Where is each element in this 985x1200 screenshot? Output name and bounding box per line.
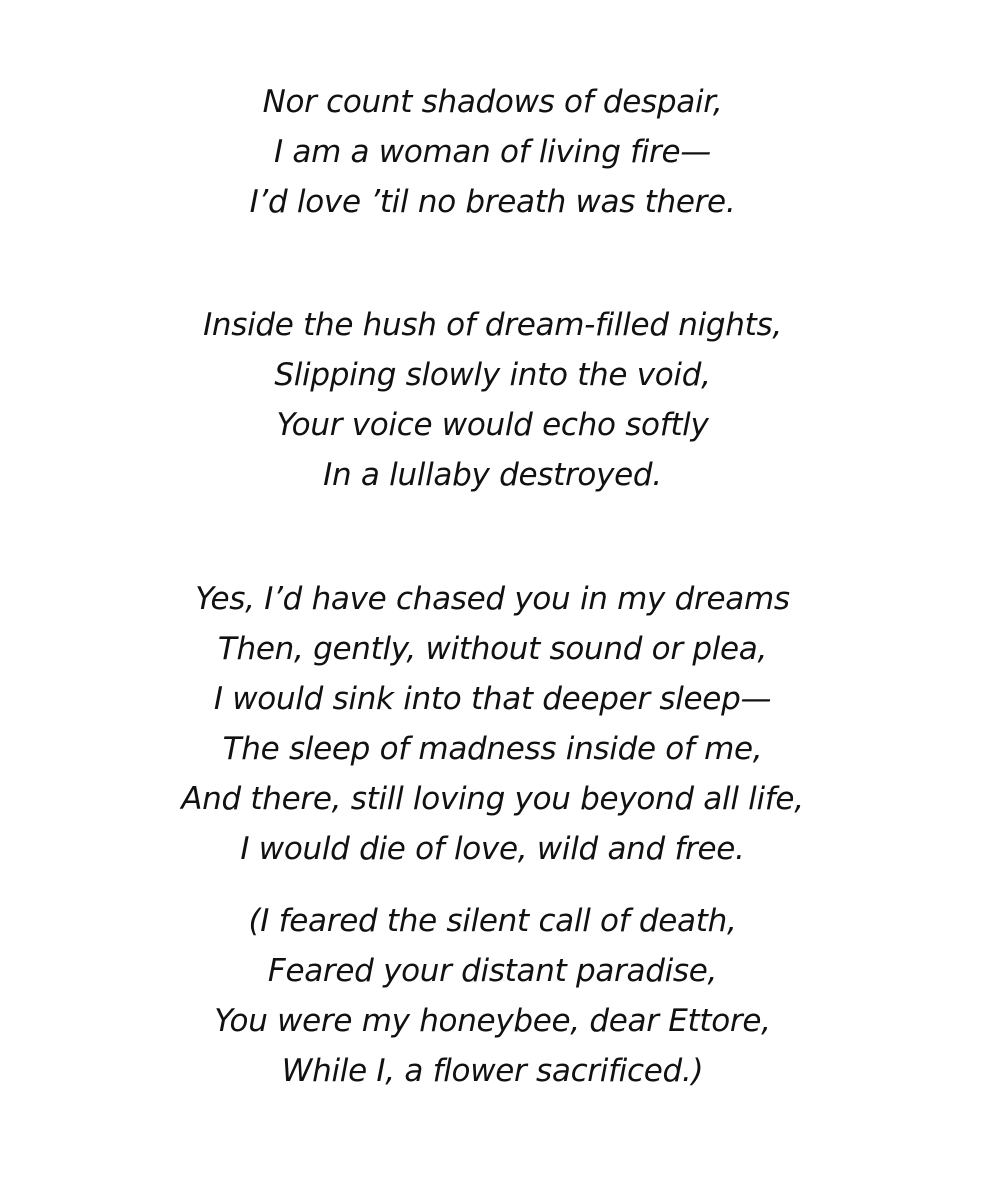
- poem-line: While I, a flower sacrificed.): [281, 1053, 704, 1089]
- poem-line: I would die of love, wild and free.: [240, 831, 745, 867]
- poem-line: The sleep of madness inside of me,: [222, 731, 763, 767]
- poem-line: Nor count shadows of despair,: [262, 84, 723, 120]
- poem-line: Yes, I’d have chased you in my dreams: [195, 581, 790, 617]
- poem-line: (I feared the silent call of death,: [248, 903, 737, 939]
- poem-line: In a lullaby destroyed.: [323, 457, 662, 493]
- poem-line: And there, still loving you beyond all life,: [181, 781, 804, 817]
- poem-line: You were my honeybee, dear Ettore,: [214, 1003, 771, 1039]
- poem-line: Feared your distant paradise,: [267, 953, 718, 989]
- stanza-3: [0, 574, 985, 874]
- stanza-1: [0, 77, 985, 227]
- poem-line: I’d love ’til no breath was there.: [249, 184, 736, 220]
- stanza-2: [0, 300, 985, 500]
- poem-line: Inside the hush of dream-filled nights,: [203, 307, 782, 343]
- poem-line: Your voice would echo softly: [276, 407, 709, 443]
- poem-text: [0, 77, 985, 1096]
- stanza-4: [0, 896, 985, 1096]
- poem-line: Then, gently, without sound or plea,: [217, 631, 768, 667]
- poem-line: Slipping slowly into the void,: [274, 357, 711, 393]
- poem-line: I am a woman of living fire—: [274, 134, 711, 170]
- poem-line: I would sink into that deeper sleep—: [213, 681, 772, 717]
